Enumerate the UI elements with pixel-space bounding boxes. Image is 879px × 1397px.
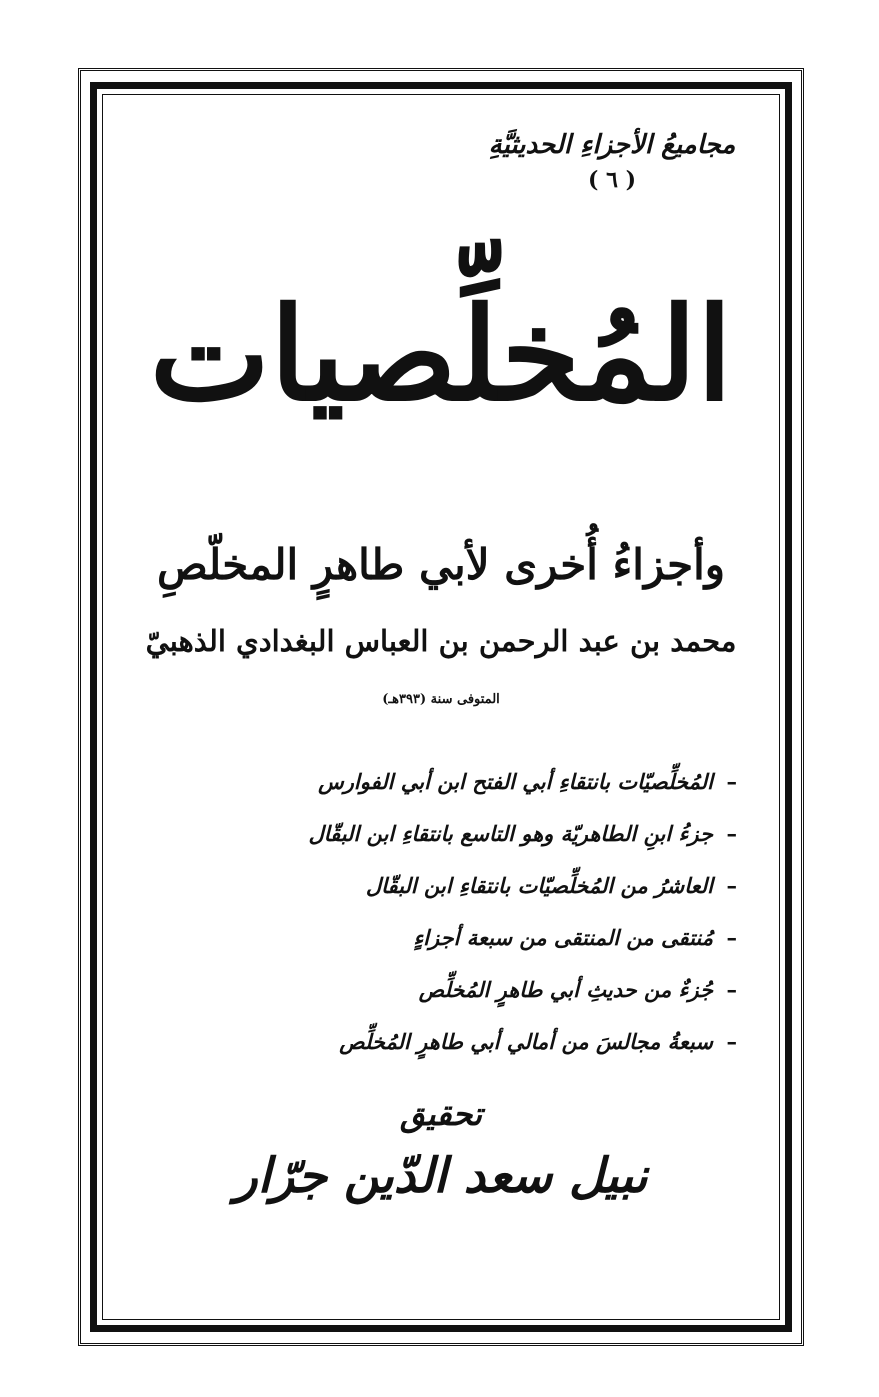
book-subtitle: وأجزاءُ أُخرى لأبي طاهرٍ المخلّصِ — [156, 540, 726, 589]
title-page — [110, 100, 772, 1310]
list-item — [297, 911, 737, 963]
author-name: محمد بن عبد الرحمن بن العباس البغدادي الذهبيّ — [145, 624, 737, 658]
parts-list — [297, 755, 737, 1067]
part-title: مُنتقى من المنتقى من سبعة أجزاءٍ — [413, 924, 713, 950]
part-title: جزءُ ابنِ الطاهريّة وهو التاسع بانتقاءِ ابن البقّال — [308, 820, 713, 846]
dash-icon: – — [726, 820, 737, 846]
dash-icon: – — [726, 872, 737, 898]
dash-icon: – — [726, 924, 737, 950]
list-item — [297, 755, 737, 807]
list-item — [297, 1015, 737, 1067]
part-title: المُخلِّصيّات بانتقاءِ أبي الفتح ابن أبي الفوارس — [318, 768, 713, 794]
dash-icon: – — [726, 976, 737, 1002]
editor-label: تحقيق — [399, 1095, 483, 1133]
book-title: المُخلِّصيات — [149, 280, 733, 430]
list-item — [297, 859, 737, 911]
death-date: المتوفى سنة (٣٩٣هـ) — [382, 692, 500, 707]
part-title: جُزءٌ من حديثِ أبي طاهرٍ المُخلِّص — [418, 976, 713, 1002]
dash-icon: – — [726, 1028, 737, 1054]
part-title: سبعةُ مجالسَ من أمالي أبي طاهرٍ المُخلِّص — [339, 1028, 713, 1054]
series-block — [462, 130, 762, 193]
dash-icon: – — [726, 768, 737, 794]
editor-name: نبيل سعد الدّين جرّار — [234, 1148, 648, 1204]
series-title: مجاميعُ الأجزاءِ الحديثيَّةِ — [488, 130, 736, 160]
part-title: العاشرُ من المُخلِّصيّات بانتقاءِ ابن البقّال — [365, 872, 713, 898]
list-item — [297, 807, 737, 859]
list-item — [297, 963, 737, 1015]
series-number: ( ٦ ) — [588, 167, 636, 194]
